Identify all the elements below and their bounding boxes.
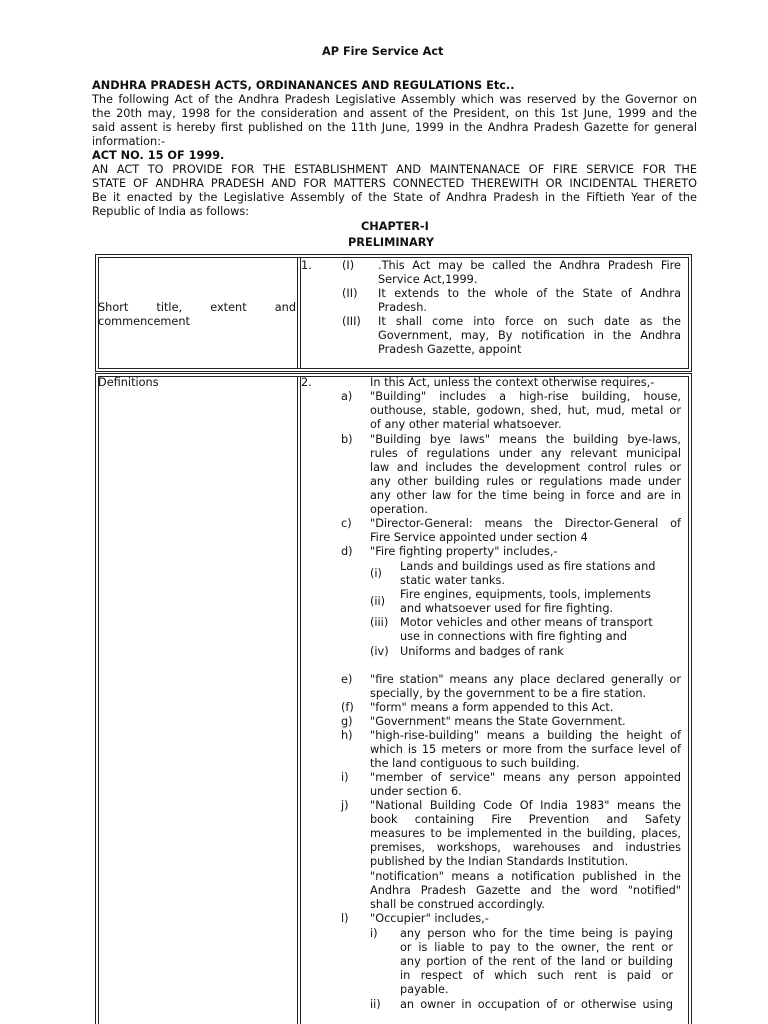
section2-right-border	[691, 373, 692, 1024]
subitem-line: use in connections with fire fighting and	[400, 630, 627, 643]
definition-line: "National Building Code Of India 1983" means the	[370, 799, 681, 812]
subitem-line: static water tanks.	[400, 574, 505, 587]
subitem-mark: (i)	[370, 567, 382, 580]
definition-line: operation.	[370, 503, 428, 516]
definition-mark: h)	[341, 729, 353, 742]
section2-column-divider	[297, 376, 298, 1024]
document-title: AP Fire Service Act	[322, 45, 444, 58]
section1-item-line: Government, may, By notification in the Andhra	[378, 329, 681, 342]
definition-mark: i)	[341, 771, 349, 784]
subitem-mark: (ii)	[370, 595, 386, 608]
definition-mark: c)	[341, 517, 352, 530]
definition-line: "Building bye laws" means the building bye-laws,	[370, 433, 681, 446]
section2-top-border	[95, 373, 692, 374]
section1-label: Short title, extent and	[98, 301, 296, 314]
section2-left-border	[98, 376, 99, 1024]
section1-label: commencement	[98, 315, 190, 328]
definition-line: law and includes the development control rules or	[370, 461, 681, 474]
act-desc-line: AN ACT TO PROVIDE FOR THE ESTABLISHMENT AND MAINTENANACE OF FIRE SERVICE FOR THE	[92, 163, 697, 176]
definition-line: "Director-General: means the Director-General of	[370, 517, 681, 530]
subitem-line: Lands and buildings used as fire stations and	[400, 560, 656, 573]
definition-line: premises, workshops, warehouses and industries	[370, 841, 681, 854]
definition-line: under section 6.	[370, 785, 462, 798]
section1-column-divider	[297, 257, 298, 369]
definition-line: measures to be implemented in the building, places,	[370, 827, 681, 840]
subitem-line: and whatsoever used for fire fighting.	[400, 602, 614, 615]
definition-line: Andhra Pradesh Gazette and the word "notified"	[370, 884, 681, 897]
act-number: ACT NO. 15 OF 1999.	[92, 149, 225, 162]
section2-right-border	[688, 376, 689, 1024]
intro-paragraph	[92, 93, 697, 149]
subitem-line: any portion of the rent of the land or building	[400, 955, 673, 968]
definition-mark: j)	[341, 799, 349, 812]
acts-header: ANDHRA PRADESH ACTS, ORDINANANCES AND REGULATIONS Etc..	[92, 79, 515, 92]
definition-line: the land contiguous to such building.	[370, 757, 580, 770]
definition-line: "Fire fighting property" includes,-	[370, 545, 558, 558]
subitem-mark: ii)	[370, 998, 381, 1011]
intro-line: The following Act of the Andhra Pradesh Legislative Assembly which was reserved by the Governor on	[92, 93, 697, 106]
section1-item-line: Pradesh Gazette, appoint	[378, 343, 522, 356]
definition-line: "member of service" means any person appointed	[370, 771, 681, 784]
definition-line: published by the Indian Standards Institution.	[370, 855, 629, 868]
definition-line: any other law for the time being in force and are in	[370, 489, 681, 502]
definition-line: "Building" includes a high-rise building, house,	[370, 390, 681, 403]
definition-mark: e)	[341, 673, 353, 686]
intro-line: information:-	[92, 135, 166, 148]
definition-mark: b)	[341, 433, 353, 446]
definition-line: shall be construed accordingly.	[370, 898, 545, 911]
definition-line: "Occupier" includes,-	[370, 912, 489, 925]
subitem-line: payable.	[400, 983, 449, 996]
definition-line: specially, by the government to be a fire station.	[370, 687, 647, 700]
definition-line: "form" means a form appended to this Act.	[370, 701, 614, 714]
definition-mark: d)	[341, 545, 353, 558]
subitem-mark: (iv)	[370, 645, 389, 658]
section1-item-mark: (I)	[342, 259, 355, 272]
section2-number: 2.	[301, 376, 312, 389]
definition-mark: g)	[341, 715, 353, 728]
subitem-line: any person who for the time being is paying	[400, 927, 673, 940]
subitem-line: in respect of which such rent is paid or	[400, 969, 673, 982]
definition-line: Fire Service appointed under section 4	[370, 531, 588, 544]
definition-line: "high-rise-building" means a building the height of	[370, 729, 681, 742]
act-desc-line: STATE OF ANDHRA PRADESH AND FOR MATTERS CONNECTED THEREWITH OR INCIDENTAL THERETO	[92, 177, 697, 190]
subitem-line: Uniforms and badges of rank	[400, 645, 564, 658]
section2-label: Definitions	[98, 376, 159, 389]
definition-line: "Government" means the State Government.	[370, 715, 626, 728]
section1-item-line: It extends to the whole of the State of Andhra	[378, 287, 681, 300]
definition-mark: (f)	[341, 701, 354, 714]
section1-item-line: Pradesh.	[378, 301, 427, 314]
definition-line: "fire station" means any place declared generally or	[370, 673, 681, 686]
subitem-mark: i)	[370, 927, 378, 940]
section1-item-line: Service Act,1999.	[378, 273, 478, 286]
chapter-subheading: PRELIMINARY	[348, 236, 435, 249]
definition-mark: l)	[341, 912, 349, 925]
section2-left-border	[95, 373, 96, 1024]
act-desc-line: Be it enacted by the Legislative Assembly of the State of Andhra Pradesh in the Fiftieth Year of the	[92, 191, 697, 204]
definition-line: which is 15 meters or more from the surface level of	[370, 743, 681, 756]
subitem-line: or is liable to pay to the owner, the rent or	[400, 941, 673, 954]
definition-mark: a)	[341, 390, 353, 403]
definition-line: of any other material whatsoever.	[370, 418, 562, 431]
section1-item-line: .This Act may be called the Andhra Pradesh Fire	[378, 259, 681, 272]
chapter-heading: CHAPTER-I	[361, 220, 429, 233]
subitem-line: an owner in occupation of or otherwise using	[400, 998, 673, 1011]
definition-line: any other building rules or regulations made under	[370, 475, 681, 488]
section1-item-line: It shall come into force on such date as the	[378, 315, 681, 328]
section2-intro: In this Act, unless the context otherwise requires,-	[370, 376, 655, 389]
section1-column-divider	[300, 257, 301, 369]
definition-line: outhouse, stable, godown, shed, hut, mud, metal or	[370, 404, 681, 417]
intro-line: said assent is hereby first published on the 11th June, 1999 in the Andhra Pradesh Gazette for general	[92, 121, 697, 134]
act-desc-line: Republic of India as follows:	[92, 205, 250, 218]
section1-number: 1.	[301, 259, 312, 272]
section2-column-divider	[300, 376, 301, 1024]
definition-line: rules of regulations under any relevant municipal	[370, 447, 681, 460]
subitem-mark: (iii)	[370, 616, 389, 629]
definition-line: "notification" means a notification published in the	[370, 870, 681, 883]
intro-line: the 20th may, 1998 for the consideration and assent of the President, on this 1st June, 1999 and the	[92, 107, 697, 120]
act-description	[92, 163, 697, 219]
definition-line: book containing Fire Prevention and Safety	[370, 813, 681, 826]
subitem-line: Fire engines, equipments, tools, implements	[400, 588, 651, 601]
section1-item-mark: (II)	[342, 287, 358, 300]
section1-item-mark: (III)	[342, 315, 361, 328]
subitem-line: Motor vehicles and other means of transport	[400, 616, 653, 629]
